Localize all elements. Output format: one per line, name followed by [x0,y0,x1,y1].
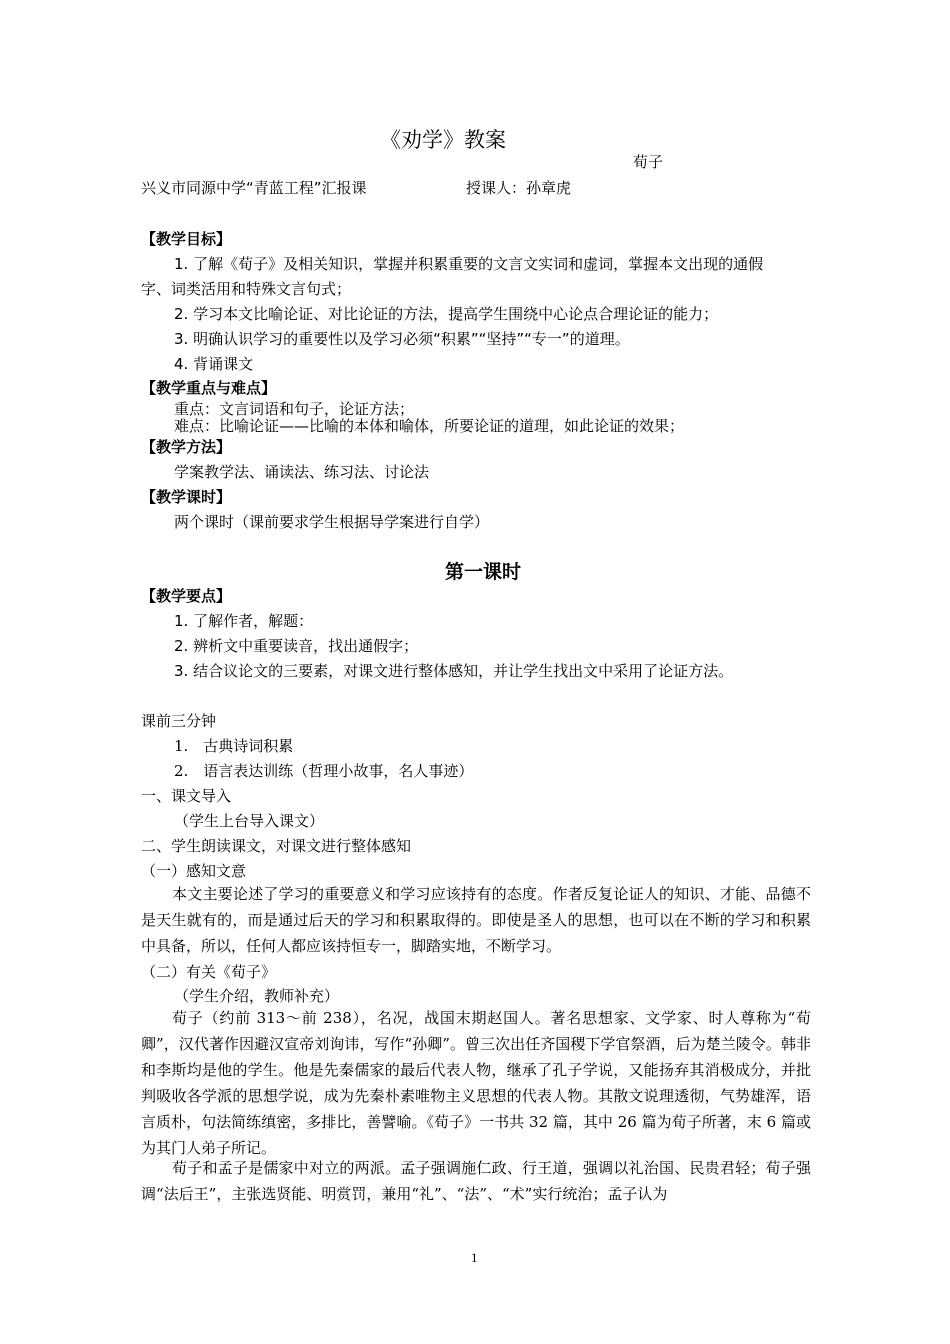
pre-class-item-2: 2. 语言表达训练（哲理小故事，名人事迹） [174,762,474,780]
subsection-1-paragraph: 本文主要论述了学习的重要意义和学习应该持有的态度。作者反复论证人的知识、才能、品德不是天生就有的，而是通过后天的学习和积累取得的。即使是圣人的思想，也可以在不断的学习和积累中具备，所以，任何人都应该持恒专一，脚踏实地，不断学习。 [141,885,811,955]
document-title: 《劝学》教案 [380,128,506,152]
pre-class-heading: 课前三分钟 [141,712,217,730]
methods-heading: 【教学方法】 [141,438,232,456]
objective-2: 2. 学习本文比喻论证、对比论证的方法，提高学生围绕中心论点合理论证的能力； [174,305,719,323]
teacher-line: 授课人：孙章虎 [466,179,572,197]
lesson-point-3: 3. 结合议论文的三要素，对课文进行整体感知，并让学生找出文中采用了论证方法。 [174,662,734,680]
objective-1-line-1: 1. 了解《荀子》及相关知识，掌握并积累重要的文言文实词和虚词，掌握本文出现的通假 [174,255,764,273]
objective-3: 3. 明确认识学习的重要性以及学习必须“积累”“坚持”“专一”的道理。 [174,330,630,348]
report-line: 兴义市同源中学“青蓝工程”汇报课 [141,179,367,197]
section-1-heading: 一、课文导入 [141,787,232,805]
hours-heading: 【教学课时】 [141,488,232,506]
methods-text: 学案教学法、诵读法、练习法、讨论法 [174,463,430,481]
lesson-point-2: 2. 辨析文中重要读音，找出通假字； [174,637,419,655]
lesson-points-heading: 【教学要点】 [141,587,232,605]
subsection-1-heading: （一）感知文意 [141,862,247,880]
difficulty-point: 难点：比喻论证——比喻的本体和喻体，所要论证的道理，如此论证的效果； [174,417,685,435]
pre-class-item-1: 1. 古典诗词积累 [174,737,294,755]
lesson-1-title: 第一课时 [445,561,522,583]
subsection-2-note: （学生介绍，教师补充） [174,987,340,1005]
subsection-2-paragraph-1: 荀子（约前 313～前 238），名况，战国末期赵国人。著名思想家、文学家、时人尊称为“荀卿”，汉代著作因避汉宣帝刘询讳，写作“孙卿”。曾三次出任齐国稷下学官祭酒，后为楚兰陵令。韩非和李斯均是他的学生。他是先秦儒家的最后代表人物，继承了孔子学说，又能扬弃其消极成分，并批判吸收各学派的思想学说，成为先秦朴素唯物主义思想的代表人物。其散文说理透彻，气势雄浑，语言质朴，句法简练缜密，多排比，善譬喻。《荀子》一书共 32 篇，其中 26 篇为荀子所著，末 6 篇或为其门人弟子所记。 [141,1009,811,1157]
lesson-point-1: 1. 了解作者，解题： [174,612,314,630]
subsection-2-paragraph-2: 荀子和孟子是儒家中对立的两派。孟子强调施仁政、行王道，强调以礼治国、民贵君轻；荀子强调“法后王”，主张选贤能、明赏罚，兼用“礼”、“法”、“术”实行统治；孟子认为 [141,1159,811,1203]
page-number: 1 [471,1250,478,1265]
objectives-heading: 【教学目标】 [141,230,232,248]
objective-4: 4. 背诵课文 [174,355,254,373]
author-name: 荀子 [633,153,664,171]
section-1-note: （学生上台导入课文） [174,812,325,830]
objective-1-line-2: 字、词类活用和特殊文言句式； [141,280,352,298]
section-2-heading: 二、学生朗读课文，对课文进行整体感知 [141,837,412,855]
subsection-2-heading: （二）有关《荀子》 [141,963,277,981]
focus-point: 重点：文言词语和句子，论证方法； [174,400,415,418]
hours-text: 两个课时（课前要求学生根据导学案进行自学） [174,513,490,531]
keypoints-heading: 【教学重点与难点】 [141,379,277,397]
